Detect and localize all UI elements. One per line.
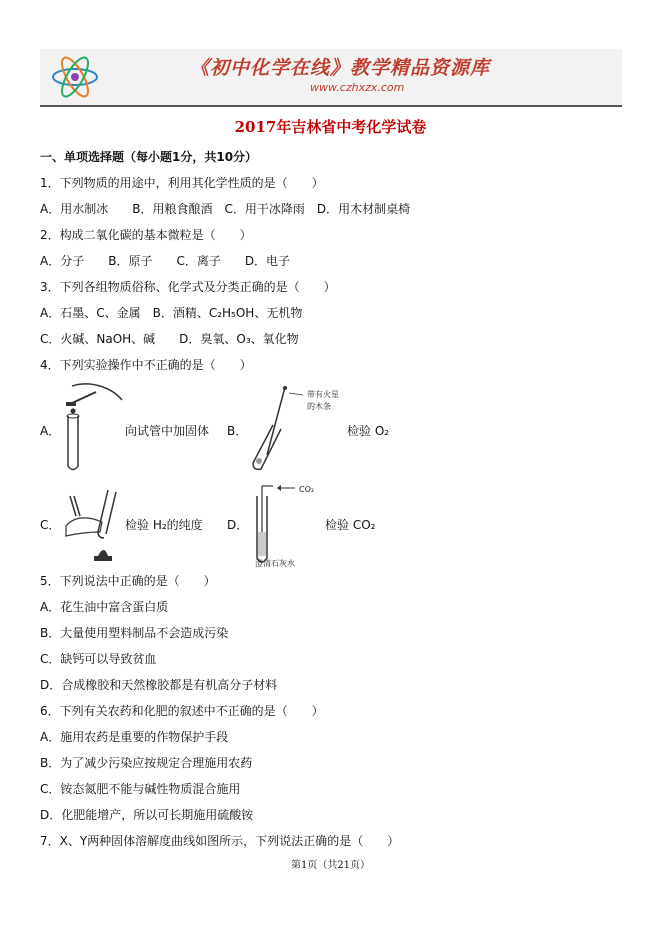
q4-b-label-line2: 的木条 bbox=[307, 402, 331, 411]
q4-c-hydrogen-image bbox=[58, 486, 123, 564]
q4-d-co2-label: CO₂ bbox=[299, 485, 315, 494]
page-title: 2017年吉林省中考化学试卷 bbox=[234, 118, 427, 136]
question-5-option-d: D．合成橡胶和天然橡胶都是有机高分子材料 bbox=[40, 678, 278, 692]
question-2-stem: 2．构成二氧化碳的基本微粒是（ ） bbox=[40, 228, 252, 242]
question-5-stem: 5．下列说法中正确的是（ ） bbox=[40, 574, 216, 588]
q4-option-b-text: 检验 O₂ bbox=[347, 424, 390, 438]
banner-url: www.czhxzx.com bbox=[310, 81, 405, 94]
q4-option-c-text: 检验 H₂的纯度 bbox=[125, 518, 203, 532]
question-6-option-c: C．铵态氮肥不能与碱性物质混合施用 bbox=[40, 782, 241, 796]
question-6-option-a: A．施用农药是重要的作物保护手段 bbox=[40, 730, 229, 744]
q4-option-d-text: 检验 CO₂ bbox=[325, 518, 376, 532]
q4-option-b-letter: B． bbox=[227, 424, 248, 438]
question-6-option-d: D．化肥能增产，所以可长期施用硫酸铵 bbox=[40, 808, 254, 822]
question-1-options: A．用水制冰 B．用粮食酿酒 C．用干冰降雨 D．用木材制桌椅 bbox=[40, 202, 411, 216]
section-heading: 一、单项选择题（每小题1分，共10分） bbox=[40, 150, 258, 164]
question-4-stem: 4．下列实验操作中不正确的是（ ） bbox=[40, 358, 252, 372]
q4-a-test-tube-image bbox=[62, 382, 124, 474]
question-7-stem: 7．X、Y两种固体溶解度曲线如图所示，下列说法正确的是（ ） bbox=[40, 834, 400, 848]
q4-option-d-letter: D． bbox=[227, 518, 249, 532]
question-1-stem: 1．下列物质的用途中，利用其化学性质的是（ ） bbox=[40, 176, 324, 190]
question-3-stem: 3．下列各组物质俗称、化学式及分类正确的是（ ） bbox=[40, 280, 336, 294]
banner-title: 《初中化学在线》教学精品资源库 bbox=[190, 57, 491, 79]
q4-option-c-letter: C． bbox=[40, 518, 61, 532]
question-6-stem: 6．下列有关农药和化肥的叙述中不正确的是（ ） bbox=[40, 704, 324, 718]
q4-option-a-text: 向试管中加固体 bbox=[125, 424, 210, 438]
q4-b-splint-image bbox=[245, 385, 340, 473]
header-banner bbox=[40, 49, 622, 107]
question-5-option-c: C．缺钙可以导致贫血 bbox=[40, 652, 157, 666]
q4-d-water-label: 澄清石灰水 bbox=[255, 559, 295, 568]
q4-b-label-line1: 带有火星 bbox=[307, 390, 339, 399]
q4-option-a-letter: A． bbox=[40, 424, 61, 438]
question-6-option-b: B．为了减少污染应按规定合理施用农药 bbox=[40, 756, 253, 770]
question-3-options-cd: C．火碱、NaOH、碱 D．臭氧、O₃、氧化物 bbox=[40, 332, 299, 346]
atom-logo-icon bbox=[48, 55, 102, 99]
q4-d-co2-image bbox=[245, 478, 325, 568]
question-2-options: A．分子 B．原子 C．离子 D．电子 bbox=[40, 254, 291, 268]
page-footer: 第1页（共21页） bbox=[290, 860, 371, 871]
question-5-option-b: B．大量使用塑料制品不会造成污染 bbox=[40, 626, 229, 640]
question-3-options-ab: A．石墨、C、金属 B．酒精、C₂H₅OH、无机物 bbox=[40, 306, 303, 320]
question-5-option-a: A．花生油中富含蛋白质 bbox=[40, 600, 169, 614]
